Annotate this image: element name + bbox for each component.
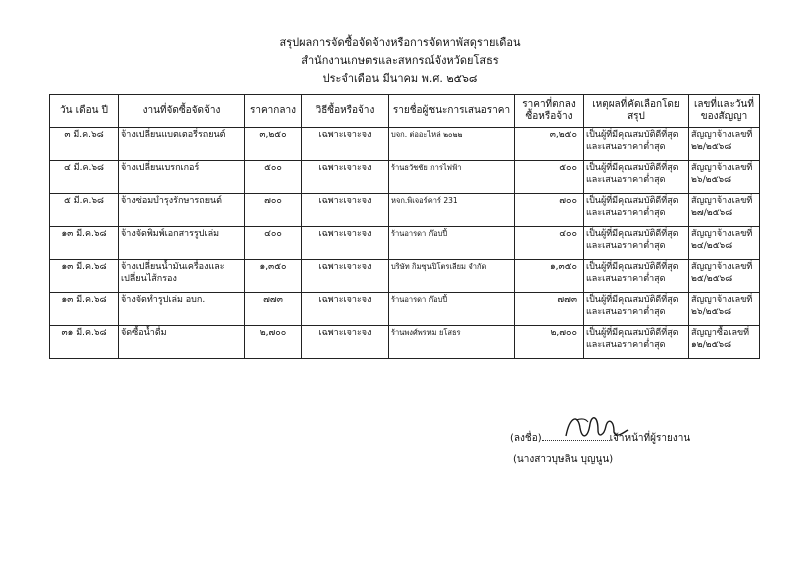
- header-contract: เลขที่และวันที่ของสัญญา: [689, 95, 760, 128]
- signature-line: [510, 430, 690, 446]
- cell-method: เฉพาะเจาะจง: [302, 161, 389, 194]
- header-median-price: ราคากลาง: [245, 95, 302, 128]
- office-name: สำนักงานเกษตรและสหกรณ์จังหวัดยโสธร: [301, 54, 499, 67]
- cell-method: เฉพาะเจาะจง: [302, 293, 389, 326]
- reporter-role: เจ้าหน้าที่ผู้รายงาน: [609, 433, 691, 444]
- cell-work: จ้างเปลี่ยนเบรกเกอร์: [119, 161, 245, 194]
- table-row: [50, 260, 760, 293]
- table-row: [50, 293, 760, 326]
- cell-median-price: ๗๗๓: [245, 293, 302, 326]
- cell-contract: สัญญาจ้างเลขที่ ๒๕/๒๕๖๘: [689, 260, 760, 293]
- cell-median-price: ๕๐๐: [245, 161, 302, 194]
- cell-winner-name: บจก. ต่ออะไหล่ ๒๐๒๒: [389, 128, 515, 161]
- report-title: สรุปผลการจัดซื้อจัดจ้างหรือการจัดหาพัสดุรายเดือน: [279, 36, 521, 49]
- table-row: [50, 128, 760, 161]
- procurement-table: [49, 94, 760, 359]
- cell-date: ๑๓ มี.ค.๖๘: [50, 293, 119, 326]
- cell-reason: เป็นผู้ที่มีคุณสมบัติดีที่สุดและเสนอราคาต่ำสุด: [584, 260, 689, 293]
- cell-reason: เป็นผู้ที่มีคุณสมบัติดีที่สุดและเสนอราคาต่ำสุด: [584, 326, 689, 359]
- sign-prefix: (ลงชื่อ): [510, 433, 542, 444]
- cell-contract: สัญญาซื้อเลขที่ ๑๒/๒๕๖๘: [689, 326, 760, 359]
- cell-winner-price: ๔๐๐: [515, 227, 584, 260]
- signature-dots: [542, 430, 610, 441]
- header-date: วัน เดือน ปี: [50, 95, 119, 128]
- cell-reason: เป็นผู้ที่มีคุณสมบัติดีที่สุดและเสนอราคาต่ำสุด: [584, 161, 689, 194]
- cell-winner-name: ร้านอารดา ก๊อบปี้: [389, 227, 515, 260]
- cell-reason: เป็นผู้ที่มีคุณสมบัติดีที่สุดและเสนอราคาต่ำสุด: [584, 227, 689, 260]
- header-method: วิธีซื้อหรือจ้าง: [302, 95, 389, 128]
- cell-median-price: ๓,๒๕๐: [245, 128, 302, 161]
- cell-reason: เป็นผู้ที่มีคุณสมบัติดีที่สุดและเสนอราคาต่ำสุด: [584, 128, 689, 161]
- header-bidders: รายชื่อผู้ชนะการเสนอราคา: [389, 95, 515, 128]
- cell-method: เฉพาะเจาะจง: [302, 194, 389, 227]
- cell-winner-price: ๕๐๐: [515, 161, 584, 194]
- cell-work: จ้างเปลี่ยนน้ำมันเครื่องและเปลี่ยนไส้กรอง: [119, 260, 245, 293]
- cell-work: จ้างเปลี่ยนแบตเตอรี่รถยนต์: [119, 128, 245, 161]
- cell-work: จ้างซ่อมบำรุงรักษารถยนต์: [119, 194, 245, 227]
- cell-work: จ้างจัดพิมพ์เอกสารรูปเล่ม: [119, 227, 245, 260]
- cell-winner-name: บริษัท กิมซุนปิโตรเลียม จำกัด: [389, 260, 515, 293]
- header-work: งานที่จัดซื้อจัดจ้าง: [119, 95, 245, 128]
- cell-method: เฉพาะเจาะจง: [302, 128, 389, 161]
- cell-date: ๑๓ มี.ค.๖๘: [50, 260, 119, 293]
- cell-date: ๔ มี.ค.๖๘: [50, 161, 119, 194]
- cell-method: เฉพาะเจาะจง: [302, 260, 389, 293]
- table-header-row: [50, 95, 760, 128]
- cell-work: จ้างจัดทำรูปเล่ม อบก.: [119, 293, 245, 326]
- cell-date: ๑๓ มี.ค.๖๘: [50, 227, 119, 260]
- cell-winner-name: ร้านพงศ์พรหม ยโสธร: [389, 326, 515, 359]
- reporter-name: (นางสาวบุษลิน บุญนูน): [513, 454, 614, 465]
- cell-date: ๕ มี.ค.๖๘: [50, 194, 119, 227]
- report-period: ประจำเดือน มีนาคม พ.ศ. ๒๕๖๘: [322, 72, 478, 85]
- cell-method: เฉพาะเจาะจง: [302, 227, 389, 260]
- cell-winner-name: หจก.พิเจอร์คาร์ 231: [389, 194, 515, 227]
- cell-winner-price: ๗๗๓: [515, 293, 584, 326]
- cell-winner-price: ๓,๒๕๐: [515, 128, 584, 161]
- table-row: [50, 227, 760, 260]
- cell-contract: สัญญาจ้างเลขที่ ๒๗/๒๕๖๘: [689, 194, 760, 227]
- cell-median-price: ๔๐๐: [245, 227, 302, 260]
- cell-contract: สัญญาจ้างเลขที่ ๒๖/๒๕๖๘: [689, 293, 760, 326]
- cell-median-price: ๗๐๐: [245, 194, 302, 227]
- cell-reason: เป็นผู้ที่มีคุณสมบัติดีที่สุดและเสนอราคาต่ำสุด: [584, 293, 689, 326]
- cell-winner-price: ๑,๓๕๐: [515, 260, 584, 293]
- cell-median-price: ๒,๗๐๐: [245, 326, 302, 359]
- cell-median-price: ๑,๓๕๐: [245, 260, 302, 293]
- cell-date: ๓ มี.ค.๖๘: [50, 128, 119, 161]
- cell-reason: เป็นผู้ที่มีคุณสมบัติดีที่สุดและเสนอราคาต่ำสุด: [584, 194, 689, 227]
- table-row: [50, 326, 760, 359]
- cell-winner-name: ร้านธวัชชัย การไฟฟ้า: [389, 161, 515, 194]
- table-row: [50, 161, 760, 194]
- cell-work: จัดซื้อน้ำดื่ม: [119, 326, 245, 359]
- cell-winner-name: ร้านอารดา ก๊อบปี้: [389, 293, 515, 326]
- cell-method: เฉพาะเจาะจง: [302, 326, 389, 359]
- cell-date: ๓๑ มี.ค.๖๘: [50, 326, 119, 359]
- cell-winner-price: ๒,๗๐๐: [515, 326, 584, 359]
- table-row: [50, 194, 760, 227]
- header-winner-price: ราคาที่ตกลงซื้อหรือจ้าง: [515, 95, 584, 128]
- cell-contract: สัญญาจ้างเลขที่ ๒๔/๒๕๖๘: [689, 227, 760, 260]
- header-reason: เหตุผลที่คัดเลือกโดยสรุป: [584, 95, 689, 128]
- cell-contract: สัญญาจ้างเลขที่ ๒๒/๒๕๖๘: [689, 128, 760, 161]
- cell-winner-price: ๗๐๐: [515, 194, 584, 227]
- cell-contract: สัญญาจ้างเลขที่ ๒๖/๒๕๖๘: [689, 161, 760, 194]
